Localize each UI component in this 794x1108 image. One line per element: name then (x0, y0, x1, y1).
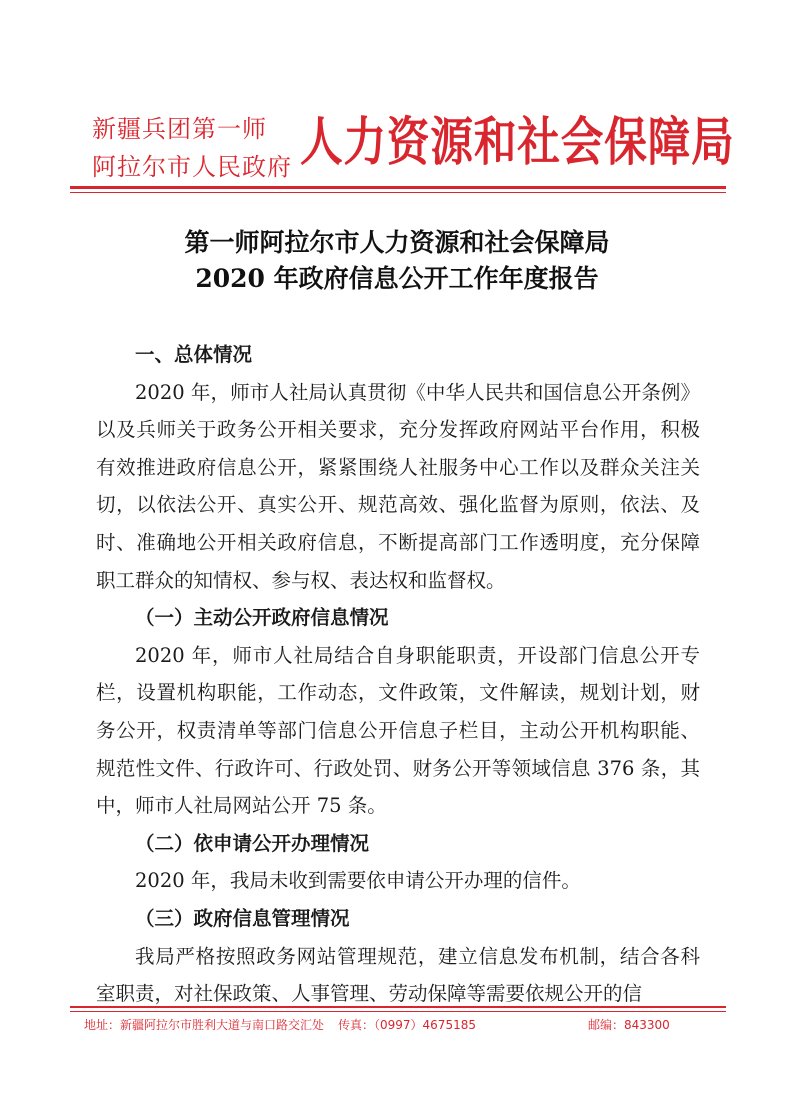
document-body (96, 336, 700, 1013)
footer-address: 地址：新疆阿拉尔市胜利大道与南口路交汇处 (84, 1018, 325, 1032)
letterhead (0, 0, 794, 200)
footer-postcode: 邮编：843300 (588, 1018, 670, 1032)
letterhead-rule (70, 186, 726, 189)
subsection-heading-info-management: （三）政府信息管理情况 (135, 906, 350, 930)
letterhead-rule-thin (70, 192, 726, 193)
subsection-heading-active-disclosure: （一）主动公开政府信息情况 (135, 606, 389, 630)
paragraph-active-disclosure: 2020 年，师市人社局结合自身职能职责，开设部门信息公开专栏，设置机构职能，工作动态，文件政策，文件解读，规划计划，财务公开，权责清单等部门信息公开信息子栏目，主动公开机构职能、规范性文件、行政许可、行政处罚、财务公开等领域信息 376 条，其中，师市人社局网站公开 75 条。 (96, 643, 700, 818)
org-line-2: 阿拉尔市人民政府 (92, 153, 292, 181)
footer-rule (70, 1006, 726, 1008)
paragraph-request-disclosure: 2020 年，我局未收到需要依申请公开办理的信件。 (135, 869, 581, 893)
issuing-authority (92, 110, 292, 186)
title-line-1: 第一师阿拉尔市人力资源和社会保障局 (184, 228, 610, 257)
footer-rule-thin (70, 1011, 726, 1012)
subsection-heading-request-disclosure: （二）依申请公开办理情况 (135, 831, 370, 855)
org-main-title: 人力资源和社会保障局 (300, 112, 735, 173)
paragraph-info-management: 我局严格按照政务网站管理规范，建立信息发布机制，结合各科室职责，对社保政策、人事管理、劳动保障等需要依规公开的信 (96, 944, 700, 1006)
paragraph-overall: 2020 年，师市人社局认真贯彻《中华人民共和国信息公开条例》以及兵师关于政务公开相关要求，充分发挥政府网站平台作用，积极有效推进政府信息公开，紧紧围绕人社服务中心工作以及群众关注关切，以依法公开、真实公开、规范高效、强化监督为原则，依法、及时、准确地公开相关政府信息，不断提高部门工作透明度，充分保障职工群众的知情权、参与权、表达权和监督权。 (96, 380, 700, 592)
title-line-2: 2020 年政府信息公开工作年度报告 (195, 264, 599, 293)
org-line-1: 新疆兵团第一师 (92, 115, 267, 143)
section-heading-overall: 一、总体情况 (135, 343, 253, 366)
footer-fax: 传真：（0997）4675185 (338, 1018, 476, 1032)
document-title (0, 225, 794, 297)
